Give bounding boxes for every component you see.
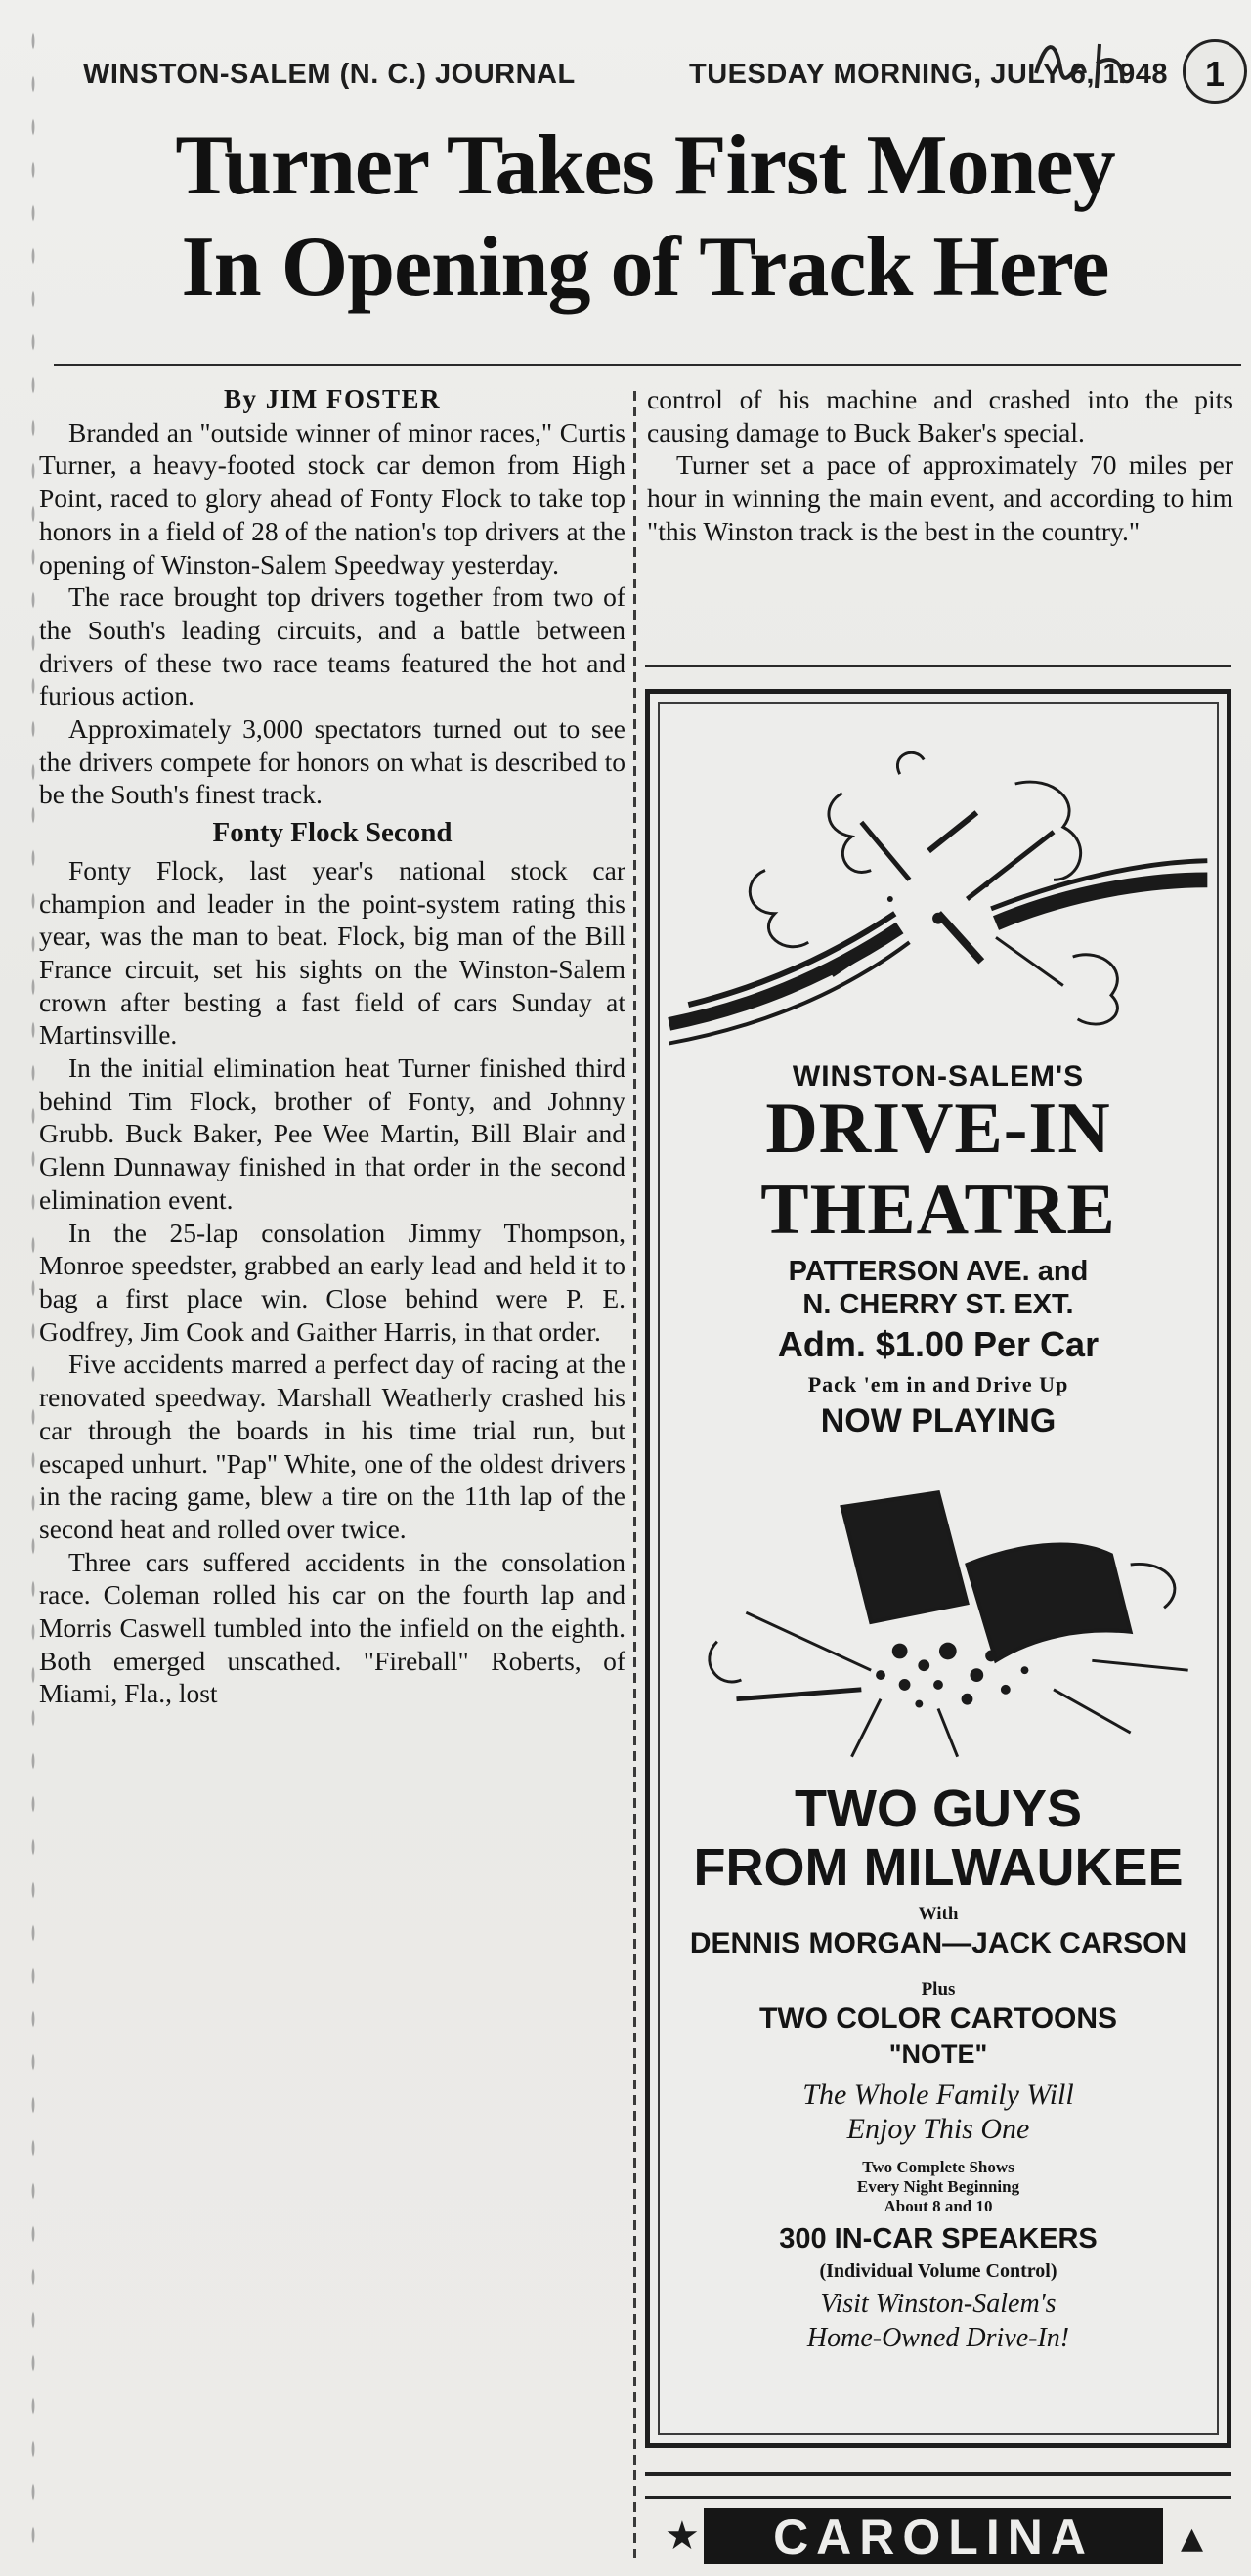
ad-shows-1: Two Complete Shows (862, 2158, 1014, 2176)
carolina-banner: CAROLINA (704, 2508, 1163, 2564)
ad-price: Adm. $1.00 Per Car (777, 1324, 1100, 1364)
article-end-rule (645, 665, 1231, 667)
star-icon: ★ (665, 2513, 700, 2558)
ad-family-1: The Whole Family Will (802, 2079, 1074, 2111)
article-paragraph: Five accidents marred a perfect day of racing at the renovated speedway. Marshall Weatherly crashed his car through the boards in his time trial run, but escaped unhurt. "Pap" White, one of the oldest drivers in the racing game, blew a tire on the 11th lap of the second heat and rolled over twice. (39, 1349, 626, 1544)
article-paragraph: Branded an "outside winner of minor races," Curtis Turner, a heavy-footed stock car demon from High Point, raced to glory ahead of Fonty Flock to take top honors in a field of 28 of the nation's top drivers at the opening of Winston-Salem Speedway yesterday. (39, 416, 626, 580)
article-column (39, 383, 626, 2572)
date-line: TUESDAY MORNING, JULY 6, 1948 (689, 59, 1168, 90)
handwritten-mark (1026, 29, 1192, 98)
ad-visit-2: Home-Owned Drive-In! (806, 2323, 1070, 2353)
ad-presenter: WINSTON-SALEM'S (792, 1060, 1085, 1093)
headline-line-2: In Opening of Track Here (181, 220, 1109, 315)
paper-name: WINSTON-SALEM (N. C.) JOURNAL (83, 59, 576, 90)
ad-feature-1: TWO GUYS (795, 1780, 1082, 1838)
ad-speakers: 300 IN-CAR SPEAKERS (779, 2223, 1098, 2254)
article-paragraph: Three cars suffered accidents in the consolation race. Coleman rolled his car on the fourth lap and Morris Caswell tumbled into the infield on the eighth. Both emerged unscathed. "Fireball" Roberts, of Miami, Fla., lost (39, 1546, 626, 1709)
popcorn-box-illustration (650, 1466, 1227, 1779)
drive-in-advertisement (645, 689, 1231, 2448)
ad-feature-2: FROM MILWAUKEE (693, 1838, 1184, 1897)
ad-cartoon-title: "NOTE" (888, 2039, 988, 2069)
banner-rules (645, 2472, 1231, 2499)
ad-cartoons: TWO COLOR CARTOONS (758, 2002, 1118, 2035)
article-paragraph: The race brought top drivers together from two of the South's leading circuits, and a battle between drivers of these two race teams featured the hot and furious action. (39, 581, 626, 711)
star-icon: ▲ (1181, 2521, 1204, 2555)
ad-shows-3: About 8 and 10 (884, 2197, 993, 2215)
article-paragraph: Fonty Flock, last year's national stock car champion and leader in the point-system rating this year, was the man to beat. Flock, big man of the Bill France circuit, set his sights on the Winston-Salem crown after besting a fast field of cars Sunday at Martinsville. (39, 854, 626, 1051)
ad-shows-2: Every Night Beginning (856, 2177, 1020, 2196)
article-paragraph: In the initial elimination heat Turner finished third behind Tim Flock, brother of Fonty, and Johnny Grubb. Buck Baker, Pee Wee Martin, Bill Blair and Glenn Dunnaway finished in that order in the second elimination event. (39, 1052, 626, 1215)
ad-now-playing: NOW PLAYING (820, 1402, 1057, 1439)
ad-name-line-1: DRIVE-IN (765, 1089, 1111, 1169)
ad-address-2: N. CHERRY ST. EXT. (802, 1289, 1074, 1320)
headline (68, 115, 1222, 319)
column-divider (633, 391, 636, 2560)
continuation-paragraph: control of his machine and crashed into the pits causing damage to Buck Baker's special. (647, 384, 1233, 448)
page-marker: 1 (1183, 39, 1247, 104)
ad-address-1: PATTERSON AVE. and (788, 1256, 1089, 1287)
burst-illustration (650, 733, 1227, 1065)
headline-rule (54, 364, 1241, 366)
headline-line-1: Turner Takes First Money (175, 118, 1115, 213)
ad-name-line-2: THEATRE (760, 1170, 1116, 1250)
margin-perforation (29, 20, 37, 2560)
subhead: Fonty Flock Second (212, 817, 453, 849)
article-paragraph: Approximately 3,000 spectators turned out to see the drivers compete for honors on what is described to be the South's finest track. (39, 713, 626, 810)
continuation-paragraph: Turner set a pace of approximately 70 miles per hour in winning the main event, and according to him "this Winston track is the best in the country." (647, 450, 1233, 546)
article-paragraph: In the 25-lap consolation Jimmy Thompson, Monroe speedster, grabbed an early lead and held it to bag a first place win. Close behind were P. E. Godfrey, Jim Cook and Gaither Harris, in that order. (39, 1217, 626, 1347)
article-continuation (647, 383, 1233, 548)
ad-plus-label: Plus (921, 1979, 956, 1999)
ad-with-label: With (918, 1904, 959, 1924)
ad-stars: DENNIS MORGAN—JACK CARSON (689, 1927, 1187, 1959)
ad-slogan: Pack 'em in and Drive Up (807, 1372, 1069, 1396)
ad-visit-1: Visit Winston-Salem's (820, 2289, 1057, 2319)
ad-volume: (Individual Volume Control) (819, 2260, 1057, 2282)
ad-family-2: Enjoy This One (846, 2113, 1030, 2145)
bottom-banner (645, 2472, 1231, 2570)
byline: By JIM FOSTER (223, 384, 442, 413)
